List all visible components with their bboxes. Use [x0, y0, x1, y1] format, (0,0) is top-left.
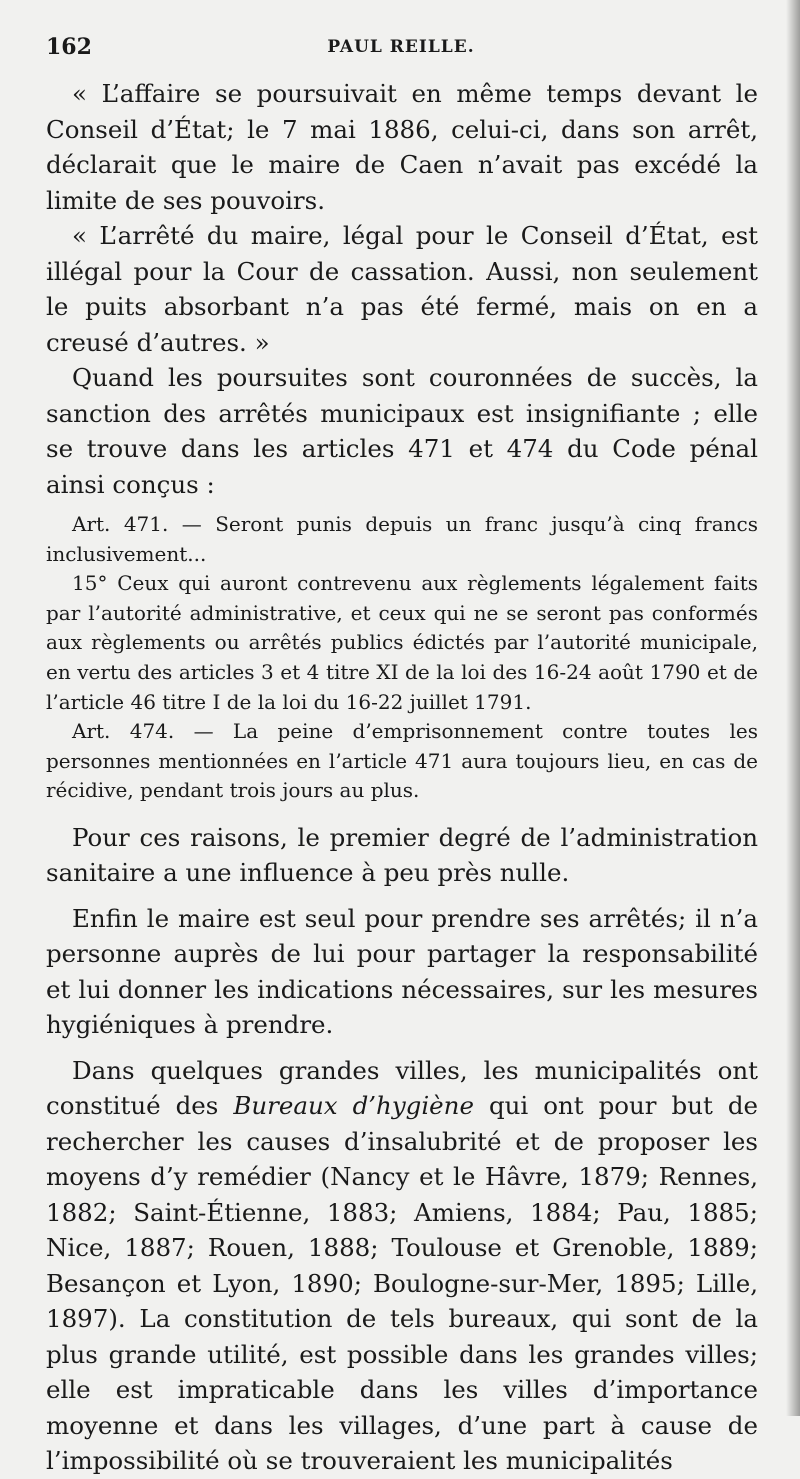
- quote-paragraph-2: « L’arrêté du maire, légal pour le Conseil d’État, est illégal pour la Cour de cassation. Aussi, non seulement le puits absorbant n’a pas été fermé, mais on en a creusé d’autres. »: [46, 221, 758, 357]
- article-471: Art. 471. — Seront punis depuis un franc jusqu’à cinq francs inclusivement...: [46, 512, 758, 566]
- conclusion-paragraph: Pour ces raisons, le premier degré de l’administration sanitaire a une influence à peu près nulle.: [46, 822, 758, 888]
- page-edge-shadow: [786, 0, 800, 1416]
- article-471-clause-15: 15° Ceux qui auront contrevenu aux règlements légalement faits par l’autorité administrative, et ceux qui ne se seront pas conformés aux règlements ou arrêtés publics édictés par l’autorité municipale, en vertu des articles 3 et 4 titre XI de la loi des 16-24 août 1790 et de l’article 46 titre I de la loi du 16-22 juillet 1791.: [46, 571, 758, 714]
- bureaux-text-after: qui ont pour but de rechercher les causes d’insalubrité et de proposer les moyens d’y remédier (Nancy et le Hâvre, 1879; Rennes, 1882; Saint-Étienne, 1883; Amiens, 1884; Pau, 1885; Nice, 1887; Rouen, 1888; Toulouse et Grenoble, 1889; Besançon et Lyon, 1890; Boulogne-sur-Mer, 1895; Lille, 1897). La constitution de tels bureaux, qui sont de la plus grande utilité, est possible dans les grandes villes; elle est impraticable dans les villes d’importance moyenne et dans les villages, d’une part à cause de l’impossibilité où se trouveraient les municipalités: [46, 1091, 758, 1476]
- bureaux-paragraph: [46, 1053, 758, 1479]
- mayor-paragraph: Enfin le maire est seul pour prendre ses arrêtés; il n’a personne auprès de lui pour partager la responsabilité et lui donner les indications nécessaires, sur les mesures hygiéniques à prendre.: [46, 903, 758, 1040]
- bureaux-text-before: Dans quelques grandes villes, les municipalités ont constitué des: [46, 1055, 758, 1121]
- article-474: Art. 474. — La peine d’emprisonnement contre toutes les personnes mentionnées en l’article 471 aura toujours lieu, en cas de récidive, pendant trois jours au plus.: [46, 719, 758, 803]
- body-text: [46, 76, 758, 1479]
- page-number: 162: [46, 34, 92, 60]
- quote-paragraph-1: « L’affaire se poursuivait en même temps devant le Conseil d’État; le 7 mai 1886, celui-ci, dans son arrêt, déclarait que le maire de Caen n’avait pas excédé la limite de ses pouvoirs.: [46, 79, 758, 215]
- page-header: [46, 34, 756, 64]
- bureaux-emphasis: Bureaux d’hygiène: [233, 1091, 474, 1121]
- intro-paragraph: Quand les poursuites sont couronnées de succès, la sanction des arrêtés municipaux est insignifiante ; elle se trouve dans les articles 471 et 474 du Code pénal ainsi conçus :: [46, 363, 758, 499]
- running-title: PAUL REILLE.: [327, 37, 475, 57]
